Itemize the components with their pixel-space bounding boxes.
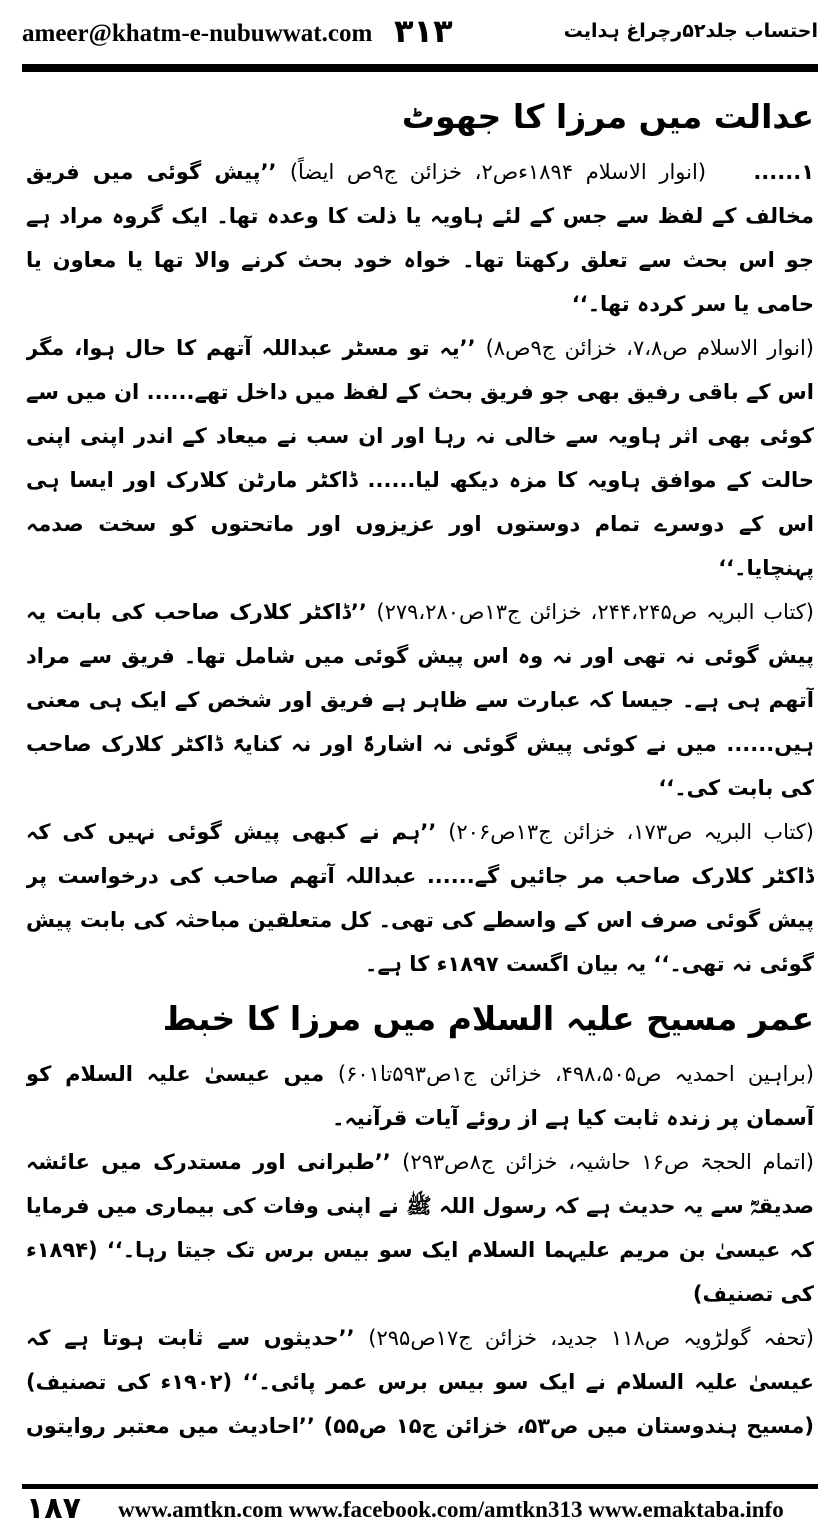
paragraph-4 — [26, 810, 814, 986]
page-content — [26, 84, 814, 1448]
paragraph-text: میں عیسیٰ علیہ السلام کو آسمان پر زندہ ثابت کیا ہے از روئے آیات قرآنیہ۔ — [26, 1062, 814, 1130]
section-heading-2: عمر مسیح علیہ السلام میں مرزا کا خبط — [162, 999, 814, 1038]
paragraph-text: ’’طبرانی اور مستدرک میں عائشہ صدیقہؓ سے یہ حدیث ہے کہ رسول اللہ ﷺ نے اپنی وفات کی بیماری میں فرمایا کہ عیسیٰ بن مریم علیہما السلام ایک سو بیس برس تک جیتا رہا۔‘‘ (۱۸۹۴ء کی تصنیف) — [26, 1150, 814, 1306]
header-title: احتساب جلد۵۲رچراغ ہدایت — [563, 20, 818, 42]
paragraph-label: ۱...... — [753, 160, 814, 184]
header-page-number: ۳۱۳ — [394, 12, 453, 50]
paragraph-3 — [26, 590, 814, 810]
paragraph-text: ’’ڈاکٹر کلارک صاحب کی بابت یہ پیش گوئی نہ تھی اور نہ وہ اس پیش گوئی میں شامل تھا۔ فریق سے مراد آتھم ہی ہے۔ جیسا کہ عبارت سے ظاہر ہے فریق اور شخص کے ایک ہی معنی ہیں...... میں نے کوئی پیش گوئی نہ اشارۃً اور نہ کنایۃً ڈاکٹر کلارک صاحب کی بابت کی۔‘‘ — [26, 600, 814, 800]
paragraph-text: ’’ہم نے کبھی پیش گوئی نہیں کی کہ ڈاکٹر کلارک صاحب مر جائیں گے...... عبداللہ آتھم صاحب کی درخواست پر پیش گوئی صرف اس کے واسطے کی تھی۔ کل متعلقین مباحثہ کی بابت پیش گوئی نہ تھی۔‘‘ یہ بیان اگست ۱۸۹۷ء کا ہے۔ — [26, 820, 814, 976]
paragraph-7 — [26, 1316, 814, 1448]
page-footer — [22, 1484, 818, 1533]
paragraph-source: (انوار الاسلام ص۷،۸، خزائن ج۹ص۸) — [485, 336, 814, 360]
header-email[interactable]: ameer@khatm-e-nubuwwat.com — [22, 20, 373, 47]
page-header — [22, 14, 818, 60]
paragraph-source: (کتاب البریہ ص۲۴۴،۲۴۵، خزائن ج۱۳ص۲۷۹،۲۸۰) — [376, 600, 814, 624]
paragraph-source: (کتاب البریہ ص۱۷۳، خزائن ج۱۳ص۲۰۶) — [448, 820, 814, 844]
paragraph-source: (تحفہ گولڑویہ ص۱۱۸ جدید، خزائن ج۱۷ص۲۹۵) — [368, 1326, 814, 1350]
paragraph-1 — [26, 150, 814, 326]
paragraph-text: ’’پیش گوئی میں فریق مخالف کے لفظ سے جس کے لئے ہاویہ یا ذلت کا وعدہ تھا۔ ایک گروہ مراد ہے جو اس بحث سے تعلق رکھتا تھا۔ خواہ خود بحث کرنے والا تھا یا معاون یا حامی یا سر کردہ تھا۔‘‘ — [26, 160, 814, 316]
header-rule — [22, 64, 818, 72]
paragraph-text: ’’حدیثوں سے ثابت ہوتا ہے کہ عیسیٰ علیہ السلام نے ایک سو بیس برس عمر پائی۔‘‘ (۱۹۰۲ء کی تصنیف) (مسیح ہندوستان میں ص۵۳، خزائن ج۱۵ ص۵۵) ’’احادیث میں معتبر روایتوں — [26, 1326, 814, 1438]
paragraph-source: (اتمام الحجۃ ص۱۶ حاشیہ، خزائن ج۸ص۲۹۳) — [402, 1150, 814, 1174]
paragraph-text: ’’یہ تو مسٹر عبداللہ آتھم کا حال ہوا، مگر اس کے باقی رفیق بھی جو فریق بحث کے لفظ میں داخل تھے...... ان میں سے کوئی بھی اثر ہاویہ سے خالی نہ رہا اور ان سب نے میعاد کے اندر اپنی اپنی حالت کے موافق ہاویہ کا مزہ دیکھ لیا...... ڈاکٹر مارٹن کلارک اور ایسا ہی اس کے دوسرے تمام دوستوں اور عزیزوں اور ماتحتوں کو سخت صدمہ پہنچایا۔‘‘ — [26, 336, 814, 580]
paragraph-source: (براہین احمدیہ ص۴۹۸،۵۰۵، خزائن ج۱ص۵۹۳تا۶۰۱) — [337, 1062, 814, 1086]
paragraph-6 — [26, 1140, 814, 1316]
paragraph-5 — [26, 1052, 814, 1140]
paragraph-source: (انوار الاسلام ۱۸۹۴ءص۲، خزائن ج۹ص ایضاً) — [289, 160, 707, 184]
section-heading-1: عدالت میں مرزا کا جھوٹ — [401, 97, 814, 136]
paragraph-2 — [26, 326, 814, 590]
footer-page-number: ۱۸۷ — [26, 1491, 81, 1526]
footer-links[interactable]: www.amtkn.com www.facebook.com/amtkn313 www.emaktaba.info — [118, 1497, 784, 1522]
